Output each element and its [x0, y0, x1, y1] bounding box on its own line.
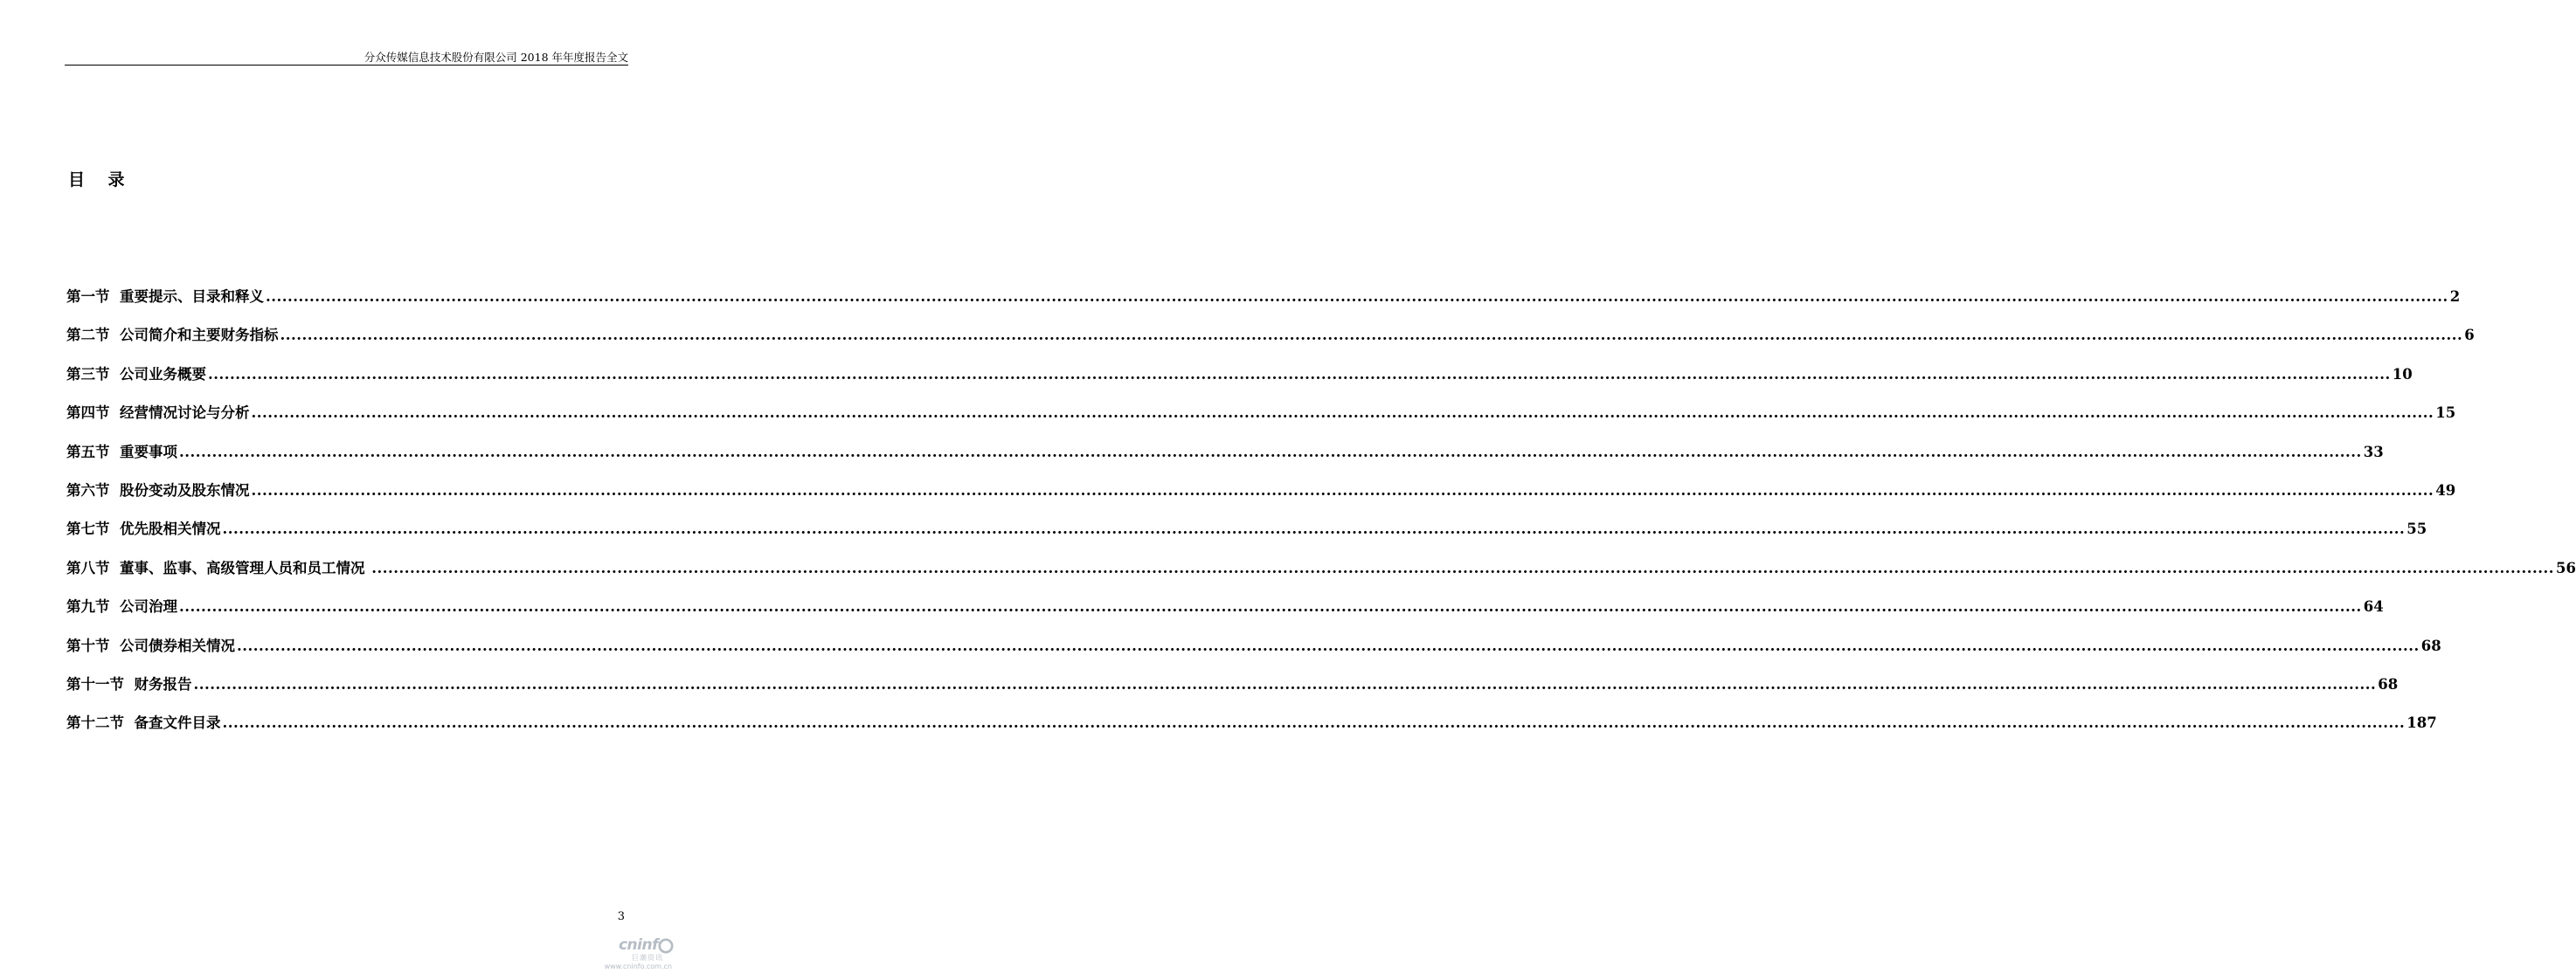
toc-entry[interactable]	[66, 556, 2576, 595]
toc-entry-label: 第十节 公司债券相关情况	[66, 637, 235, 654]
toc-entry-page: 2	[2449, 288, 2461, 305]
toc-dot-leader: ................................................................................................................................................................................................................................................................................................................................................................................................................	[266, 288, 2448, 305]
toc-entry-label: 第九节 公司治理	[66, 598, 177, 616]
toc-dot-leader: ................................................................................................................................................................................................................................................................................................................................................................................................................	[193, 675, 2377, 693]
toc-dot-leader: ................................................................................................................................................................................................................................................................................................................................................................................................................	[208, 365, 2391, 383]
toc-entry-label: 第八节 董事、监事、高级管理人员和员工情况	[66, 559, 370, 576]
header-divider	[65, 65, 628, 66]
watermark-url: www.cninfo.com.cn	[604, 963, 672, 970]
header-title: 分众传媒信息技术股份有限公司 2018 年年度报告全文	[364, 51, 628, 64]
toc-entry[interactable]	[66, 634, 2441, 673]
toc-entry[interactable]	[66, 595, 2384, 633]
toc-dot-leader: ................................................................................................................................................................................................................................................................................................................................................................................................................	[251, 404, 2434, 422]
toc-title: 目 录	[68, 170, 125, 190]
toc-dot-leader: ................................................................................................................................................................................................................................................................................................................................................................................................................	[179, 598, 2362, 616]
toc-entry[interactable]	[66, 440, 2384, 479]
toc-dot-leader: ................................................................................................................................................................................................................................................................................................................................................................................................................	[280, 327, 2463, 344]
toc-entry[interactable]	[66, 362, 2413, 401]
table-of-contents	[66, 285, 2576, 750]
toc-entry-label: 第一节 重要提示、目录和释义	[66, 288, 264, 305]
toc-entry[interactable]	[66, 323, 2475, 362]
toc-entry-page: 10	[2392, 365, 2413, 383]
toc-entry-label: 第五节 重要事项	[66, 443, 177, 460]
toc-entry-label: 第六节 股份变动及股东情况	[66, 481, 250, 499]
page-number: 3	[617, 910, 625, 923]
toc-entry[interactable]	[66, 479, 2456, 517]
watermark-logo-text: cninf	[618, 936, 658, 954]
toc-entry[interactable]	[66, 285, 2461, 323]
toc-dot-leader: ................................................................................................................................................................................................................................................................................................................................................................................................................	[371, 559, 2554, 576]
toc-entry-page: 6	[2464, 327, 2475, 344]
toc-entry-label: 第十一节 财务报告	[66, 675, 192, 693]
toc-entry-label: 第七节 优先股相关情况	[66, 521, 221, 538]
toc-entry-page: 55	[2406, 521, 2427, 538]
toc-entry[interactable]	[66, 517, 2427, 556]
toc-entry-page: 68	[2378, 675, 2399, 693]
toc-dot-leader: ................................................................................................................................................................................................................................................................................................................................................................................................................	[179, 443, 2362, 460]
cninfo-watermark	[604, 936, 674, 977]
toc-entry[interactable]	[66, 401, 2456, 439]
toc-entry[interactable]	[66, 711, 2437, 749]
toc-entry-page: 56	[2556, 559, 2576, 576]
toc-entry-page: 64	[2363, 598, 2384, 616]
toc-entry-label: 第三节 公司业务概要	[66, 365, 206, 383]
toc-entry[interactable]	[66, 673, 2399, 711]
toc-entry-page: 15	[2435, 404, 2456, 422]
watermark-cn-text: 巨潮资讯	[632, 954, 663, 962]
toc-entry-page: 33	[2363, 443, 2384, 460]
toc-entry-label: 第四节 经营情况讨论与分析	[66, 404, 250, 422]
toc-entry-label: 第十二节 备查文件目录	[66, 714, 221, 732]
toc-dot-leader: ................................................................................................................................................................................................................................................................................................................................................................................................................	[222, 714, 2406, 732]
toc-entry-label: 第二节 公司简介和主要财务指标	[66, 327, 279, 344]
toc-dot-leader: ................................................................................................................................................................................................................................................................................................................................................................................................................	[222, 521, 2406, 538]
toc-entry-page: 187	[2406, 714, 2437, 732]
toc-entry-page: 68	[2420, 637, 2441, 654]
toc-entry-page: 49	[2435, 481, 2456, 499]
toc-dot-leader: ................................................................................................................................................................................................................................................................................................................................................................................................................	[237, 637, 2420, 654]
toc-dot-leader: ................................................................................................................................................................................................................................................................................................................................................................................................................	[251, 481, 2434, 499]
cninfo-logo-icon	[658, 938, 674, 954]
